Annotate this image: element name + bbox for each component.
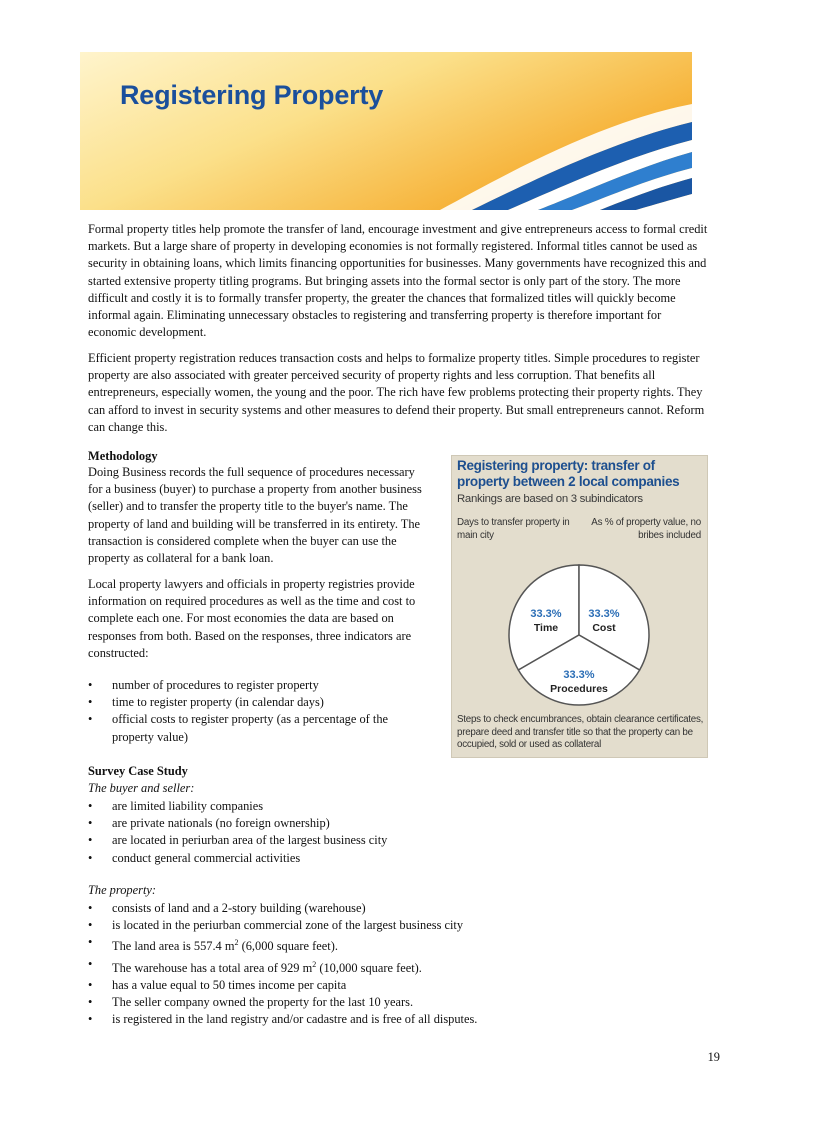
list-item: • are limited liability companies	[88, 798, 648, 815]
list-item: • time to register property (in calendar days)	[88, 694, 428, 711]
list-item: • is registered in the land registry and/or cadastre and is free of all disputes.	[88, 1011, 688, 1028]
property-list	[88, 900, 688, 1029]
registering-property-sidebar	[451, 455, 708, 758]
banner-artwork	[80, 52, 692, 210]
buyer-seller-list	[88, 798, 648, 867]
pie-category-label: Cost	[592, 622, 616, 634]
bullet-icon: •	[88, 833, 93, 848]
list-item: • The seller company owned the property for the last 10 years.	[88, 994, 688, 1011]
section-banner	[80, 52, 692, 210]
procedures-description: Steps to check encumbrances, obtain clearance certificates, prepare deed and transfer title so that the property can be occupied, sold or used as collateral	[457, 714, 704, 750]
pie-value-label: 33.3%	[530, 608, 562, 620]
list-item: • consists of land and a 2-story building (warehouse)	[88, 900, 688, 917]
pie-category-label: Time	[533, 622, 559, 634]
methodology-heading: Methodology	[88, 449, 158, 463]
list-item: • The land area is 557.4 $m^2$ (6,000 square feet).	[88, 935, 338, 954]
bullet-icon: •	[88, 978, 93, 993]
list-item: • has a value equal to 50 times income per capita	[88, 977, 688, 994]
list-item: • The warehouse has a total area of 929 $m^2$ (10,000 square feet).	[88, 956, 422, 975]
methodology-paragraph-1: Doing Business records the full sequence of procedures necessary for a business (buyer) to purchase a property from another business (seller) and to transfer the property title to the buyer's name. The property of land and building will be transferred in its entirety. The transaction is considered complete when the buyer can use the property as collateral for a bank loan.	[88, 465, 422, 566]
bullet-icon: •	[88, 956, 93, 971]
bullet-icon: •	[88, 712, 93, 727]
page-title: Registering Property	[120, 80, 384, 110]
list-item: • official costs to register property (as a percentage of the property value)	[88, 712, 389, 744]
methodology-paragraph-2: Local property lawyers and officials in property registries provide information on required procedures as well as the time and cost to complete each one. For most economies the data are based on responses from both. Based on the responses, three indicators are constructed:	[88, 577, 416, 660]
list-item: • are private nationals (no foreign ownership)	[88, 815, 648, 832]
bullet-icon: •	[88, 816, 93, 831]
pie-value-label: 33.3%	[563, 669, 595, 681]
bullet-icon: •	[88, 995, 93, 1010]
sidebar-subtitle: Rankings are based on 3 subindicators	[457, 493, 643, 505]
bullet-icon: •	[88, 850, 93, 865]
bullet-icon: •	[88, 1012, 93, 1027]
property-heading: The property:	[88, 883, 157, 897]
bullet-icon: •	[88, 799, 93, 813]
cost-description: As % of property value, no bribes included	[591, 517, 701, 541]
pie-value-label: 33.3%	[588, 608, 620, 620]
bullet-icon: •	[88, 935, 93, 950]
buyer-seller-heading: The buyer and seller:	[88, 781, 195, 795]
time-description: Days to transfer property in main city	[457, 517, 570, 541]
intro-paragraph-2: Efficient property registration reduces transaction costs and helps to formalize property titles. Simple procedures to register property are also associated with greater perceived security of property rights and less corruption. That benefits all entrepreneurs, especially women, the young and the poor. The rich have few problems protecting their property rights. They can afford to invest in security systems and other measures to defend their property. But small entrepreneurs cannot. Reform can change this.	[88, 351, 705, 434]
case-study-heading: Survey Case Study	[88, 764, 188, 778]
bullet-icon: •	[88, 695, 93, 710]
page-number: 19	[707, 1050, 720, 1064]
intro-paragraph-1: Formal property titles help promote the transfer of land, encourage investment and give entrepreneurs access to formal credit markets. But a large share of property in developing economies is not formally registered. Informal titles cannot be used as security in obtaining loans, which limits financing opportunities for businesses. Many governments have recognized this and started extensive property titling programs. But bringing assets into the formal sector is only part of the story. The more difficult and costly it is to formally transfer property, the greater the chances that formalized titles will quickly become informal again. Eliminating unnecessary obstacles to registering and transferring property is therefore important for economic development.	[88, 222, 708, 340]
list-item: • is located in the periurban commercial zone of the largest business city	[88, 917, 688, 934]
bullet-icon: •	[88, 678, 93, 692]
sidebar-title: Registering property: transfer of property between 2 local companies	[457, 458, 680, 489]
pie-chart	[504, 560, 654, 710]
list-item: • conduct general commercial activities	[88, 850, 648, 867]
indicator-list	[88, 677, 428, 746]
bullet-icon: •	[88, 918, 93, 933]
bullet-icon: •	[88, 901, 93, 915]
list-item: • are located in periurban area of the largest business city	[88, 832, 648, 849]
list-item: • number of procedures to register property	[88, 677, 428, 694]
pie-category-label: Procedures	[550, 683, 608, 695]
